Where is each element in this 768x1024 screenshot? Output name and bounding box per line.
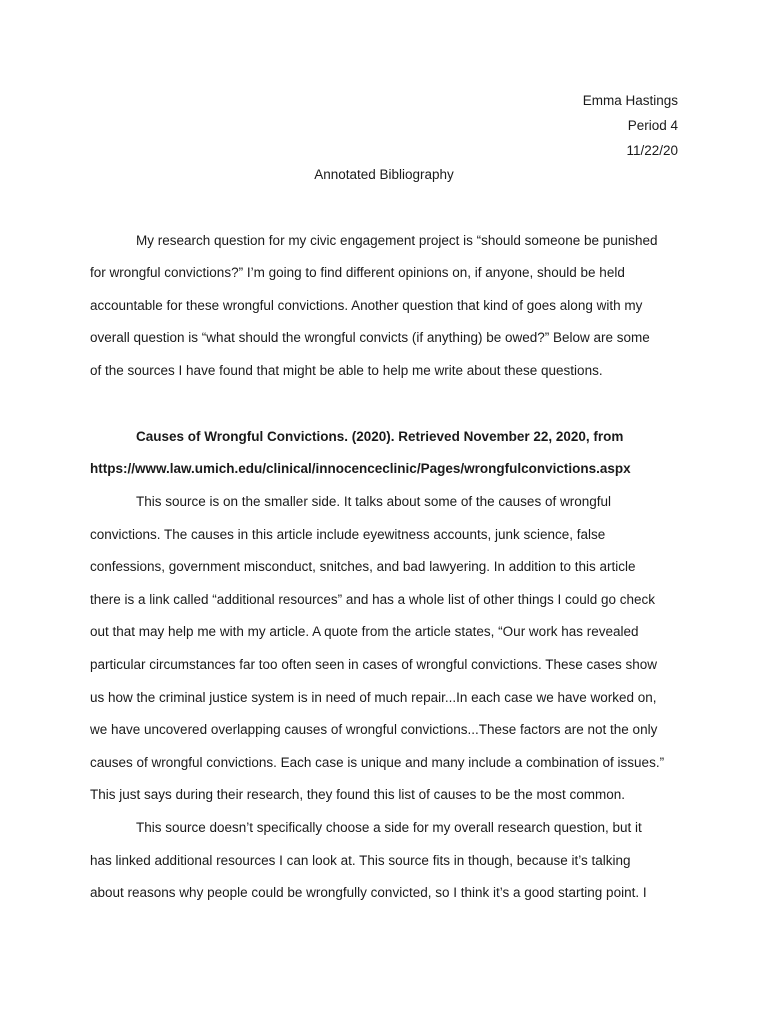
intro-line: overall question is “what should the wrongful convicts (if anything) be owed?” Below are some — [90, 330, 650, 345]
intro-line: for wrongful convictions?” I’m going to find different opinions on, if anyone, should be held — [90, 265, 625, 280]
class-period: Period 4 — [627, 118, 678, 133]
intro-line: accountable for these wrongful convictions. Another question that kind of goes along with my — [90, 298, 643, 313]
summary-line: out that may help me with my article. A quote from the article states, “Our work has revealed — [90, 624, 639, 639]
page-title: Annotated Bibliography — [314, 167, 454, 182]
summary-line: us how the criminal justice system is in need of much repair...In each case we have worked on, — [90, 690, 657, 705]
citation-line: Causes of Wrongful Convictions. (2020). Retrieved November 22, 2020, from — [136, 429, 624, 444]
document-date: 11/22/20 — [626, 143, 678, 158]
summary-line: convictions. The causes in this article include eyewitness accounts, junk science, false — [90, 527, 606, 542]
intro-line: My research question for my civic engagement project is “should someone be punished — [136, 233, 658, 248]
summary-line: there is a link called “additional resources” and has a whole list of other things I could go check — [90, 592, 656, 607]
intro-line: of the sources I have found that might be able to help me write about these questions. — [90, 363, 603, 378]
analysis-line: This source doesn’t specifically choose a side for my overall research question, but it — [136, 820, 642, 835]
summary-line: confessions, government misconduct, snitches, and bad lawyering. In addition to this article — [90, 559, 636, 574]
summary-line: This just says during their research, they found this list of causes to be the most common. — [90, 787, 625, 802]
citation-url: https://www.law.umich.edu/clinical/innocenceclinic/Pages/wrongfulconvictions.aspx — [90, 461, 631, 476]
analysis-line: has linked additional resources I can look at. This source fits in though, because it’s talking — [90, 853, 631, 868]
summary-line: we have uncovered overlapping causes of wrongful convictions...These factors are not the only — [90, 722, 658, 737]
summary-line: particular circumstances far too often seen in cases of wrongful convictions. These cases show — [90, 657, 658, 672]
summary-line: causes of wrongful convictions. Each case is unique and many include a combination of issues.” — [90, 755, 665, 770]
author-name: Emma Hastings — [582, 93, 678, 108]
analysis-line: about reasons why people could be wrongfully convicted, so I think it’s a good starting point. I — [90, 885, 647, 900]
summary-line: This source is on the smaller side. It talks about some of the causes of wrongful — [136, 494, 611, 509]
